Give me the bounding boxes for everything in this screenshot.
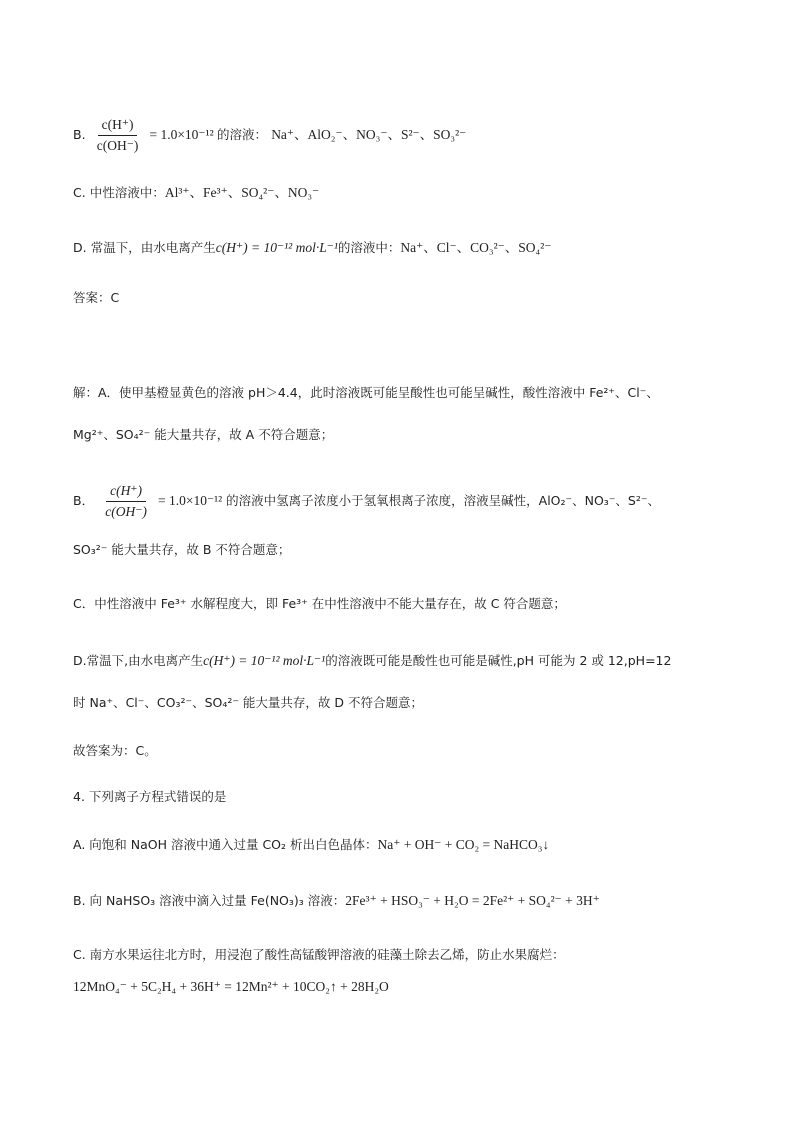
q4-option-b [73,891,600,912]
ratio-value: = 1.0×10⁻¹² [157,493,223,508]
ratio-value: = 1.0×10⁻¹² [149,127,218,142]
option-label: B. [73,127,86,142]
option-label: D. [73,240,87,255]
solution-a-line1: 解：A．使甲基橙显黄色的溶液 pH＞4.4，此时溶液既可能呈酸性也可能呈碱性，酸性溶液中 Fe²⁺、Cl⁻、 [73,385,659,400]
q4-option-c-equation: 12MnO₄⁻ + 5C₂H₄ + 36H⁺ = 12Mn²⁺ + 10CO₂↑ + 28H₂O [73,979,389,994]
q4-option-c-text: C. 南方水果运往北方时，用浸泡了酸性高锰酸钾溶液的硅藻土除去乙烯，防止水果腐烂： [73,947,565,962]
fraction-numerator: c(H⁺) [106,482,146,502]
fraction-denominator: c(OH⁻) [96,138,139,153]
solution-d-text: 的溶液既可能是酸性也可能是碱性,pH 可能为 2 或 12,pH=12 [325,653,672,668]
q4-option-a-text: A. 向饱和 NaOH 溶液中通入过量 CO₂ 析出白色晶体： [73,837,378,852]
concentration-expr: c(H⁺) = 10⁻¹² mol·L⁻¹ [215,240,338,255]
solution-d-prefix: D.常温下,由水电离产生 [73,653,204,668]
q4-option-b-text: B. 向 NaHSO₃ 溶液中滴入过量 Fe(NO₃)₃ 溶液： [73,893,346,908]
option-b [73,116,466,155]
question-4-title: 4. 下列离子方程式错误的是 [73,789,227,804]
fraction [93,116,143,155]
ion-list: Na⁺、Cl⁻、CO₃²⁻、SO₄²⁻ [400,240,552,255]
solution-d-line1 [73,651,671,672]
fraction [101,482,151,521]
solution-a-line2: Mg²⁺、SO₄²⁻ 能大量共存，故 A 不符合题意； [73,427,334,442]
option-label: C. [73,185,86,200]
solution-d-line2: 时 Na⁺、Cl⁻、CO₃²⁻、SO₄²⁻ 能大量共存，故 D 不符合题意； [73,695,424,710]
option-c [73,183,319,204]
fraction-denominator: c(OH⁻) [105,504,147,519]
concentration-expr: c(H⁺) = 10⁻¹² mol·L⁻¹ [203,653,326,668]
solution-b-line2: SO₃²⁻ 能大量共存，故 B 不符合题意； [73,542,291,557]
q4-option-a-equation: Na⁺ + OH⁻ + CO₂ = NaHCO₃↓ [377,837,550,852]
option-text: 中性溶液中： [89,185,165,200]
solution-b-text: 的溶液中氢离子浓度小于氢氧根离子浓度，溶液呈碱性，AlO₂⁻、NO₃⁻、S²⁻、 [222,493,660,508]
ion-list: Na⁺、AlO₂⁻、NO₃⁻、S²⁻、SO₃²⁻ [271,127,467,142]
q4-option-a [73,835,549,856]
option-text-2: 的溶液中： [337,240,401,255]
option-text: 的溶液： [217,127,268,142]
ion-list: Al³⁺、Fe³⁺、SO₄²⁻、NO₃⁻ [164,185,320,200]
answer: 答案：C [73,290,120,305]
option-text: 常温下，由水电离产生 [90,240,216,255]
fraction-numerator: c(H⁺) [98,116,138,136]
q4-option-b-equation: 2Fe³⁺ + HSO₃⁻ + H₂O = 2Fe²⁺ + SO₄²⁻ + 3H⁺ [345,893,600,908]
solution-c: C．中性溶液中 Fe³⁺ 水解程度大，即 Fe³⁺ 在中性溶液中不能大量存在，故 C 符合题意； [73,596,566,611]
final-answer: 故答案为：C。 [73,743,157,758]
solution-b-line1 [73,482,660,521]
solution-b-label: B． [73,493,95,508]
option-d [73,238,551,259]
